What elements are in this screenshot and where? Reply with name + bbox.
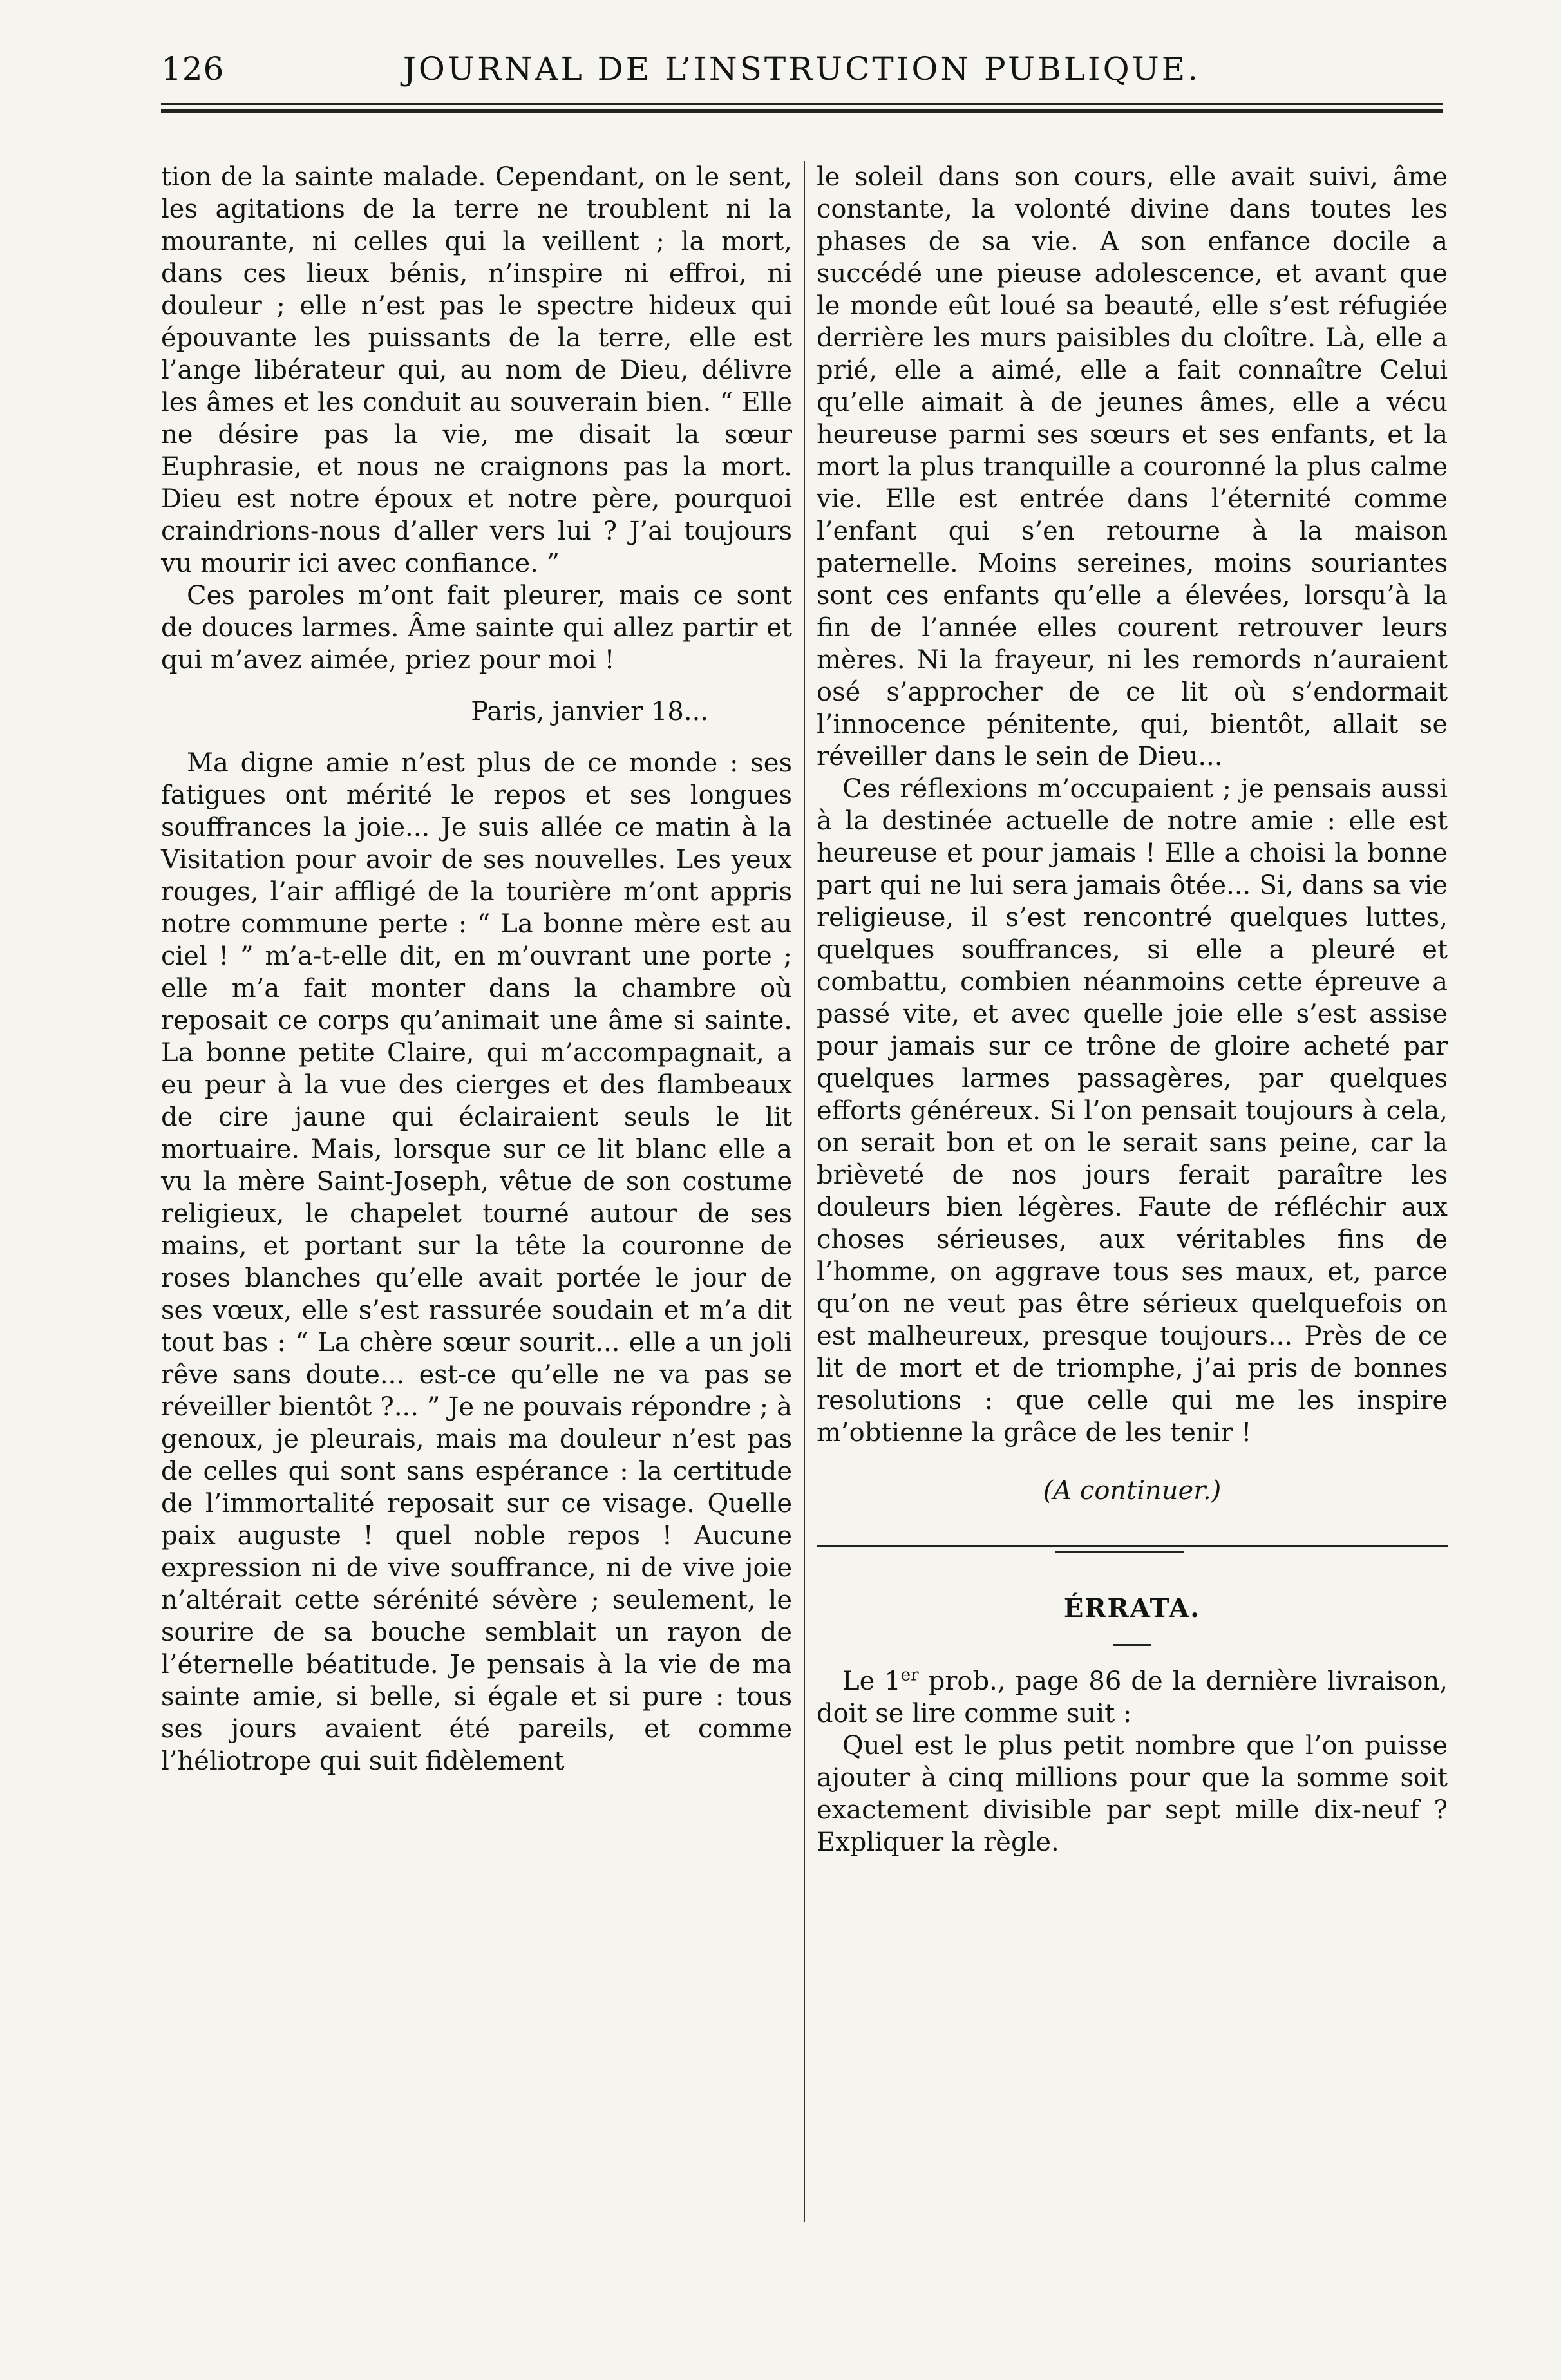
- section-separator: [817, 1545, 1448, 1547]
- errata-paragraph-2: Quel est le plus petit nombre que l’on puisse ajouter à cinq millions pour que la somme soit exactement divisible par sept mille dix-neuf ? Expliquer la règle.: [817, 1731, 1448, 1857]
- right-column: [817, 161, 1448, 1858]
- column-divider: [804, 161, 805, 2222]
- left-paragraph-2: Ces paroles m’ont fait pleurer, mais ce sont de douces larmes. Âme sainte qui allez partir et qui m’avez aimée, priez pour moi !: [161, 581, 792, 675]
- errata-text-a: Le 1: [842, 1667, 901, 1696]
- left-paragraph-3: Ma digne amie n’est plus de ce monde : ses fatigues ont mérité le repos et ses longues souffrances la joie... Je suis allée ce matin à la Visitation pour avoir de ses nouvelles. Les yeux rouges, l’air affligé de la tourière m’ont appris notre commune perte : “ La bonne mère est au ciel ! ” m’a-t-elle dit, en m’ouvrant une porte ; elle m’a fait monter dans la chambre où reposait ce corps qu’animait une âme si sainte. La bonne petite Claire, qui m’accompagnait, a eu peur à la vue des cierges et des flambeaux de cire jaune qui éclairaient seuls le lit mortuaire. Mais, lorsque sur ce lit blanc elle a vu la mère Saint-Joseph, vêtue de son costume religieux, le chapelet tourné autour de ses mains, et portant sur la tête la couronne de roses blanches qu’elle avait portée le jour de ses vœux, elle s’est rassurée soudain et m’a dit tout bas : “ La chère sœur sourit... elle a un joli rêve sans doute... est-ce qu’elle ne va pas se réveiller bientôt ?... ” Je ne pouvais répondre ; à genoux, je pleurais, mais ma douleur n’est pas de celles qui sont sans espérance : la certitude de l’immortalité reposait sur ce visage. Quelle paix auguste ! quel noble repos ! Aucune expression ni de vive souffrance, ni de vive joie n’altérait cette sérénité sévère ; seulement, le sourire de sa bouche semblait un rayon de l’éternelle béatitude. Je pensais à la vie de ma sainte amie, si belle, si égale et si pure : tous ses jours avaient été pareils, et comme l’héliotrope qui suit fidèlement: [161, 748, 792, 1776]
- errata-text-b: prob., page 86 de la dernière livraison, doit se lire comme suit :: [817, 1667, 1448, 1728]
- continuation-note: (A continuer.): [1043, 1476, 1222, 1506]
- page-header: [161, 50, 1443, 95]
- errata-dash: [1113, 1644, 1151, 1646]
- running-title: JOURNAL DE L’INSTRUCTION PUBLIQUE.: [402, 50, 1201, 88]
- header-double-rule: [161, 103, 1443, 113]
- left-paragraph-1: tion de la sainte malade. Cependant, on le sent, les agitations de la terre ne troublent ni la mourante, ni celles qui la veillent ; la mort, dans ces lieux bénis, n’inspire ni effroi, ni douleur ; elle n’est pas le spectre hideux qui épouvante les puissants de la terre, elle est l’ange libérateur qui, au nom de Dieu, délivre les âmes et les conduit au souverain bien. “ Elle ne désire pas la vie, me disait la sœur Euphrasie, et nous ne craignons pas la mort. Dieu est notre époux et notre père, pourquoi craindrions-nous d’aller vers lui ? J’ai toujours vu mourir ici avec confiance. ”: [161, 162, 792, 578]
- dateline: Paris, janvier 18...: [471, 697, 708, 726]
- errata-title: ÉRRATA.: [1063, 1593, 1201, 1623]
- right-paragraph-1: le soleil dans son cours, elle avait suivi, âme constante, la volonté divine dans toutes les phases de sa vie. A son enfance docile a succédé une pieuse adolescence, et avant que le monde eût loué sa beauté, elle s’est réfugiée derrière les murs paisibles du cloître. Là, elle a prié, elle a aimé, elle a fait connaître Celui qu’elle aimait à de jeunes âmes, elle a vécu heureuse parmi ses sœurs et ses enfants, et la mort la plus tranquille a couronné la plus calme vie. Elle est entrée dans l’éternité comme l’enfant qui s’en retourne à la maison paternelle. Moins sereines, moins souriantes sont ces enfants qu’elle a élevées, lorsqu’à la fin de l’année elles courent retrouver leurs mères. Ni la frayeur, ni les remords n’auraient osé s’approcher de ce lit où s’endormait l’innocence pénitente, qui, bientôt, allait se réveiller dans le sein de Dieu...: [817, 162, 1448, 771]
- left-column: [161, 161, 792, 1777]
- errata-superscript: er: [900, 1665, 919, 1685]
- page-number: 126: [161, 50, 225, 88]
- errata-paragraph-1: [817, 1665, 1448, 1730]
- right-paragraph-2: Ces réflexions m’occupaient ; je pensais aussi à la destinée actuelle de notre amie : elle est heureuse et pour jamais ! Elle a choisi la bonne part qui ne lui sera jamais ôtée... Si, dans sa vie religieuse, il s’est rencontré quelques luttes, quelques souffrances, si elle a pleuré et combattu, combien néanmoins cette épreuve a passé vite, et avec quelle joie elle s’est assise pour jamais sur ce trône de gloire acheté par quelques larmes passagères, par quelques efforts généreux. Si l’on pensait toujours à cela, on serait bon et on le serait sans peine, car la brièveté de nos jours ferait paraître les douleurs bien légères. Faute de réfléchir aux choses sérieuses, aux véritables fins de l’homme, on aggrave tous ses maux, et, parce qu’on ne veut pas être sérieux quelquefois on est malheureux, presque toujours... Près de ce lit de mort et de triomphe, j’ai pris de bonnes resolutions : que celle qui me les inspire m’obtienne la grâce de les tenir !: [817, 774, 1448, 1448]
